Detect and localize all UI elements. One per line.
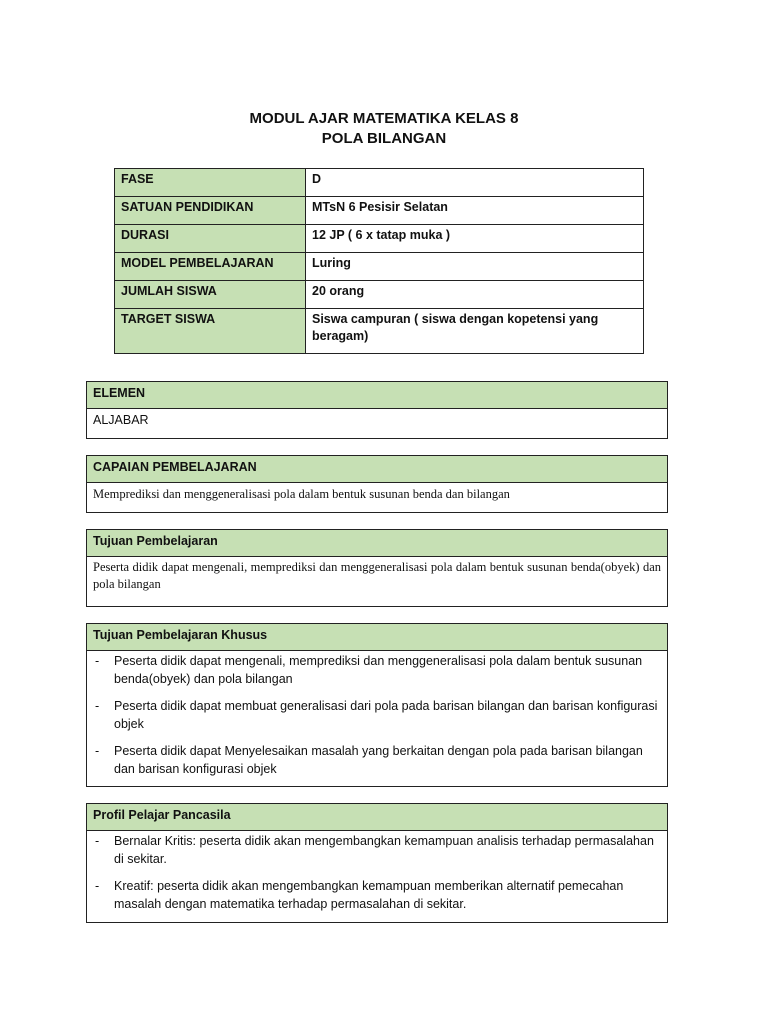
profil-heading: Profil Pelajar Pancasila <box>87 804 667 831</box>
list-item-text: Peserta didik dapat Menyelesaikan masalah yang berkaitan dengan pola pada barisan bilangan dan barisan konfigurasi objek <box>114 744 643 776</box>
info-row <box>115 169 644 197</box>
info-row <box>115 309 644 354</box>
info-row <box>115 253 644 281</box>
list-item <box>93 697 661 733</box>
info-label: MODEL PEMBELAJARAN <box>115 253 306 281</box>
list-item-text: Kreatif: peserta didik akan mengembangkan kemampuan memberikan alternatif pemecahan masalah dengan matematika terhadap permasalahan di sekitar. <box>114 879 624 911</box>
profil-list <box>93 832 661 913</box>
list-item-text: Peserta didik dapat membuat generalisasi dari pola pada barisan bilangan dan barisan konfigurasi objek <box>114 699 658 731</box>
profil-section <box>86 803 668 923</box>
list-item <box>93 877 661 913</box>
dash-marker: - <box>95 744 100 758</box>
info-label: DURASI <box>115 225 306 253</box>
list-item-text: Bernalar Kritis: peserta didik akan mengembangkan kemampuan analisis terhadap permasalahan di sekitar. <box>114 834 654 866</box>
info-row <box>115 225 644 253</box>
tujuan-khusus-body <box>87 651 667 781</box>
info-value: Luring <box>306 253 644 281</box>
tujuan-section <box>86 529 668 607</box>
info-row <box>115 197 644 225</box>
tujuan-khusus-section <box>86 623 668 787</box>
dash-marker: - <box>95 879 100 893</box>
info-label: JUMLAH SISWA <box>115 281 306 309</box>
dash-marker: - <box>95 699 100 713</box>
info-table <box>114 168 644 354</box>
info-label: TARGET SISWA <box>115 309 306 354</box>
info-label: FASE <box>115 169 306 197</box>
info-value: Siswa campuran ( siswa dengan kopetensi yang beragam) <box>306 309 644 354</box>
info-value: 20 orang <box>306 281 644 309</box>
list-item <box>93 652 661 688</box>
tujuan-heading: Tujuan Pembelajaran <box>87 530 667 557</box>
document-subtitle: POLA BILANGAN <box>321 130 447 147</box>
elemen-heading: ELEMEN <box>87 382 667 409</box>
capaian-body: Memprediksi dan menggeneralisasi pola dalam bentuk susunan benda dan bilangan <box>93 487 510 501</box>
capaian-heading: CAPAIAN PEMBELAJARAN <box>87 456 667 483</box>
tujuan-khusus-heading: Tujuan Pembelajaran Khusus <box>87 624 667 651</box>
info-value: 12 JP ( 6 x tatap muka ) <box>306 225 644 253</box>
elemen-section <box>86 381 668 439</box>
profil-body <box>87 831 667 916</box>
list-item <box>93 832 661 868</box>
tujuan-body: Peserta didik dapat mengenali, memprediksi dan menggeneralisasi pola dalam bentuk susunan benda(obyek) dan pola bilangan <box>93 560 661 591</box>
info-label: SATUAN PENDIDIKAN <box>115 197 306 225</box>
document-title: MODUL AJAR MATEMATIKA KELAS 8 <box>249 110 519 127</box>
list-item-text: Peserta didik dapat mengenali, memprediksi dan menggeneralisasi pola dalam bentuk susunan benda(obyek) dan pola bilangan <box>114 654 643 686</box>
info-value: MTsN 6 Pesisir Selatan <box>306 197 644 225</box>
elemen-body: ALJABAR <box>93 413 149 427</box>
dash-marker: - <box>95 654 100 668</box>
capaian-section <box>86 455 668 513</box>
dash-marker: - <box>95 834 100 848</box>
info-row <box>115 281 644 309</box>
tujuan-khusus-list <box>93 652 661 778</box>
info-value: D <box>306 169 644 197</box>
list-item <box>93 742 661 778</box>
